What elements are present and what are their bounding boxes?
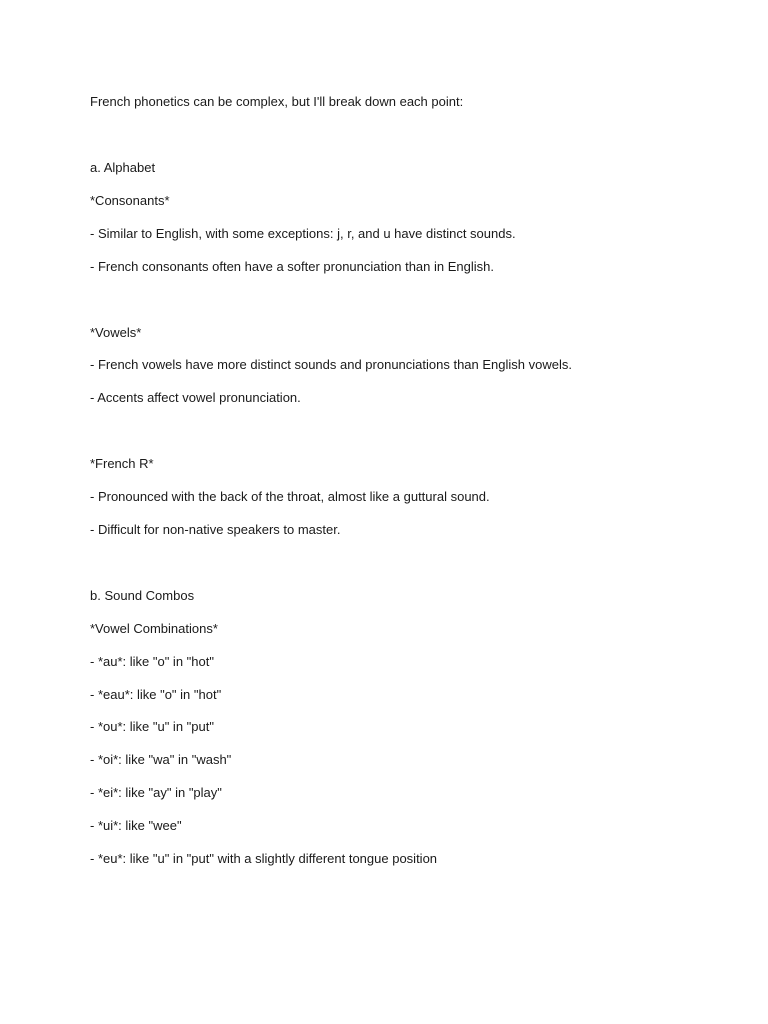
consonants-title: *Consonants* [90,193,170,208]
vowels-point: - French vowels have more distinct sounds and pronunciations than English vowels. [90,357,572,372]
vowel-combination-item: - *eau*: like "o" in "hot" [90,687,222,702]
vowel-combination-item: - *ui*: like "wee" [90,818,182,833]
french-r-point: - Pronounced with the back of the throat, almost like a guttural sound. [90,489,490,504]
french-r-point: - Difficult for non-native speakers to master. [90,522,341,537]
french-r-title: *French R* [90,456,154,471]
vowel-combination-item: - *ei*: like "ay" in "play" [90,785,222,800]
vowel-combinations-title: *Vowel Combinations* [90,621,218,636]
intro-text: French phonetics can be complex, but I'll break down each point: [90,94,464,109]
consonants-point: - French consonants often have a softer pronunciation than in English. [90,259,494,274]
vowel-combination-item: - *oi*: like "wa" in "wash" [90,752,232,767]
vowel-combination-item: - *au*: like "o" in "hot" [90,654,214,669]
vowel-combination-item: - *eu*: like "u" in "put" with a slightly different tongue position [90,851,438,866]
vowel-combination-item: - *ou*: like "u" in "put" [90,719,214,734]
vowels-point: - Accents affect vowel pronunciation. [90,390,301,405]
section-a-heading: a. Alphabet [90,160,156,175]
section-b-heading: b. Sound Combos [90,588,195,603]
consonants-point: - Similar to English, with some exceptions: j, r, and u have distinct sounds. [90,226,516,241]
vowels-title: *Vowels* [90,325,142,340]
